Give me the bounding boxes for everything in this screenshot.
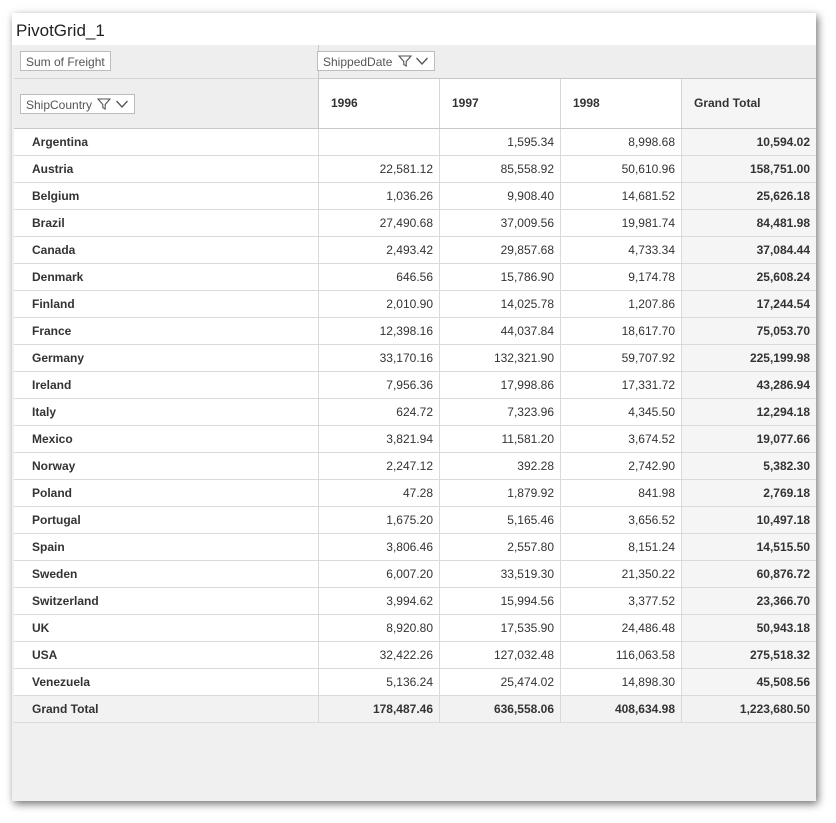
chevron-down-icon[interactable] [415, 54, 429, 68]
value-cell[interactable]: 50,610.96 [561, 156, 682, 182]
table-row [14, 210, 816, 237]
grand-total-cell[interactable]: 10,497.18 [682, 507, 816, 533]
row-header[interactable]: Sweden [14, 561, 319, 587]
table-row [14, 426, 816, 453]
row-header[interactable]: Belgium [14, 183, 319, 209]
row-header[interactable]: Finland [14, 291, 319, 317]
value-cell[interactable]: 3,377.52 [561, 588, 682, 614]
chevron-down-icon[interactable] [115, 97, 129, 111]
value-cell[interactable]: 132,321.90 [440, 345, 561, 371]
row-header[interactable]: Portugal [14, 507, 319, 533]
value-cell[interactable]: 17,331.72 [561, 372, 682, 398]
grand-total-cell[interactable]: 5,382.30 [682, 453, 816, 479]
column-field-label: ShippedDate [323, 55, 393, 69]
value-cell[interactable]: 33,519.30 [440, 561, 561, 587]
value-cell[interactable]: 14,898.30 [561, 669, 682, 695]
value-field-chip[interactable] [20, 51, 111, 71]
filter-icon[interactable] [97, 97, 111, 111]
value-cell[interactable]: 7,956.36 [319, 372, 440, 398]
value-cell[interactable]: 408,634.98 [561, 696, 682, 722]
value-cell[interactable]: 17,998.86 [440, 372, 561, 398]
pivot-grid-window [12, 13, 816, 801]
grand-total-cell[interactable]: 84,481.98 [682, 210, 816, 236]
row-header[interactable]: Denmark [14, 264, 319, 290]
value-cell[interactable] [319, 129, 440, 155]
grand-total-cell[interactable]: 158,751.00 [682, 156, 816, 182]
value-cell[interactable]: 8,920.80 [319, 615, 440, 641]
table-row [14, 534, 816, 561]
value-cell[interactable]: 14,681.52 [561, 183, 682, 209]
table-row [14, 129, 816, 156]
table-row [14, 291, 816, 318]
value-cell[interactable]: 3,656.52 [561, 507, 682, 533]
value-cell[interactable]: 85,558.92 [440, 156, 561, 182]
value-cell[interactable]: 8,151.24 [561, 534, 682, 560]
row-header[interactable]: Argentina [14, 129, 319, 155]
value-cell[interactable]: 22,581.12 [319, 156, 440, 182]
value-cell[interactable]: 4,345.50 [561, 399, 682, 425]
row-header[interactable]: Switzerland [14, 588, 319, 614]
title-bar [12, 13, 816, 45]
grand-total-row [14, 696, 816, 723]
value-cell[interactable]: 3,994.62 [319, 588, 440, 614]
grand-total-cell[interactable]: 17,244.54 [682, 291, 816, 317]
grand-total-cell[interactable]: 275,518.32 [682, 642, 816, 668]
value-cell[interactable]: 2,010.90 [319, 291, 440, 317]
empty-area [12, 725, 816, 801]
value-cell[interactable]: 3,806.46 [319, 534, 440, 560]
value-cell[interactable]: 624.72 [319, 399, 440, 425]
value-cell[interactable]: 4,733.34 [561, 237, 682, 263]
value-cell[interactable]: 9,908.40 [440, 183, 561, 209]
value-cell[interactable]: 32,422.26 [319, 642, 440, 668]
grand-total-label[interactable]: Grand Total [14, 696, 319, 722]
grand-total-cell[interactable]: 1,223,680.50 [682, 696, 816, 722]
grand-total-cell[interactable]: 14,515.50 [682, 534, 816, 560]
value-cell[interactable]: 1,879.92 [440, 480, 561, 506]
value-cell[interactable]: 2,247.12 [319, 453, 440, 479]
value-cell[interactable]: 17,535.90 [440, 615, 561, 641]
value-cell[interactable]: 12,398.16 [319, 318, 440, 344]
column-header-grand-total[interactable]: Grand Total [682, 79, 816, 128]
row-header[interactable]: Mexico [14, 426, 319, 452]
value-cell[interactable]: 6,007.20 [319, 561, 440, 587]
table-row [14, 237, 816, 264]
table-row [14, 399, 816, 426]
value-cell[interactable]: 127,032.48 [440, 642, 561, 668]
value-cell[interactable]: 24,486.48 [561, 615, 682, 641]
row-header[interactable]: Ireland [14, 372, 319, 398]
row-header[interactable]: Norway [14, 453, 319, 479]
grand-total-cell[interactable]: 25,608.24 [682, 264, 816, 290]
value-cell[interactable]: 178,487.46 [319, 696, 440, 722]
column-header-1997[interactable]: 1997 [440, 79, 561, 128]
table-row [14, 318, 816, 345]
value-cell[interactable]: 3,674.52 [561, 426, 682, 452]
value-cell[interactable]: 5,136.24 [319, 669, 440, 695]
value-cell[interactable]: 9,174.78 [561, 264, 682, 290]
value-cell[interactable]: 21,350.22 [561, 561, 682, 587]
value-cell[interactable]: 59,707.92 [561, 345, 682, 371]
value-cell[interactable]: 1,207.86 [561, 291, 682, 317]
value-cell[interactable]: 15,786.90 [440, 264, 561, 290]
row-header[interactable]: Venezuela [14, 669, 319, 695]
filter-icon[interactable] [398, 54, 412, 68]
row-header[interactable]: Brazil [14, 210, 319, 236]
grand-total-cell[interactable]: 75,053.70 [682, 318, 816, 344]
column-header-1996[interactable]: 1996 [319, 79, 440, 128]
value-cell[interactable]: 33,170.16 [319, 345, 440, 371]
value-cell[interactable]: 29,857.68 [440, 237, 561, 263]
grand-total-cell[interactable]: 19,077.66 [682, 426, 816, 452]
grand-total-cell[interactable]: 12,294.18 [682, 399, 816, 425]
value-cell[interactable]: 116,063.58 [561, 642, 682, 668]
value-cell[interactable]: 25,474.02 [440, 669, 561, 695]
table-row [14, 669, 816, 696]
value-cell[interactable]: 19,981.74 [561, 210, 682, 236]
value-cell[interactable]: 2,742.90 [561, 453, 682, 479]
value-cell[interactable]: 18,617.70 [561, 318, 682, 344]
value-cell[interactable]: 44,037.84 [440, 318, 561, 344]
grand-total-cell[interactable]: 2,769.18 [682, 480, 816, 506]
value-cell[interactable]: 392.28 [440, 453, 561, 479]
grand-total-cell[interactable]: 37,084.44 [682, 237, 816, 263]
value-cell[interactable]: 1,595.34 [440, 129, 561, 155]
row-header[interactable]: Germany [14, 345, 319, 371]
value-cell[interactable]: 47.28 [319, 480, 440, 506]
grand-total-cell[interactable]: 43,286.94 [682, 372, 816, 398]
table-row [14, 183, 816, 210]
value-cell[interactable]: 841.98 [561, 480, 682, 506]
header-divider [14, 78, 318, 79]
table-row [14, 507, 816, 534]
value-cell[interactable]: 1,675.20 [319, 507, 440, 533]
column-field-chip[interactable] [317, 51, 435, 71]
grand-total-cell[interactable]: 50,943.18 [682, 615, 816, 641]
value-cell[interactable]: 27,490.68 [319, 210, 440, 236]
row-field-chip[interactable] [20, 94, 135, 114]
table-row [14, 642, 816, 669]
value-cell[interactable]: 14,025.78 [440, 291, 561, 317]
grand-total-cell[interactable]: 25,626.18 [682, 183, 816, 209]
pivot-grid-body [14, 128, 816, 723]
table-row [14, 453, 816, 480]
value-cell[interactable]: 11,581.20 [440, 426, 561, 452]
row-header[interactable]: Austria [14, 156, 319, 182]
grand-total-cell[interactable]: 60,876.72 [682, 561, 816, 587]
grand-total-cell[interactable]: 225,199.98 [682, 345, 816, 371]
column-header-1998[interactable]: 1998 [561, 79, 682, 128]
row-header[interactable]: Poland [14, 480, 319, 506]
value-cell[interactable]: 15,994.56 [440, 588, 561, 614]
value-cell[interactable]: 5,165.46 [440, 507, 561, 533]
row-field-label: ShipCountry [26, 98, 93, 112]
table-row [14, 345, 816, 372]
grand-total-cell[interactable]: 45,508.56 [682, 669, 816, 695]
table-row [14, 615, 816, 642]
value-cell[interactable]: 37,009.56 [440, 210, 561, 236]
value-cell[interactable]: 646.56 [319, 264, 440, 290]
value-cell[interactable]: 3,821.94 [319, 426, 440, 452]
value-field-label: Sum of Freight [26, 55, 105, 69]
value-cell[interactable]: 1,036.26 [319, 183, 440, 209]
table-row [14, 588, 816, 615]
value-cell[interactable]: 2,493.42 [319, 237, 440, 263]
window-title: PivotGrid_1 [16, 21, 105, 40]
table-row [14, 264, 816, 291]
table-row [14, 561, 816, 588]
row-header[interactable]: Canada [14, 237, 319, 263]
value-cell[interactable]: 8,998.68 [561, 129, 682, 155]
table-row [14, 372, 816, 399]
row-header[interactable]: Spain [14, 534, 319, 560]
row-header[interactable]: France [14, 318, 319, 344]
value-cell[interactable]: 7,323.96 [440, 399, 561, 425]
row-header[interactable]: UK [14, 615, 319, 641]
row-header[interactable]: USA [14, 642, 319, 668]
value-cell[interactable]: 2,557.80 [440, 534, 561, 560]
value-cell[interactable]: 636,558.06 [440, 696, 561, 722]
table-row [14, 480, 816, 507]
row-header[interactable]: Italy [14, 399, 319, 425]
table-row [14, 156, 816, 183]
grand-total-cell[interactable]: 10,594.02 [682, 129, 816, 155]
grand-total-cell[interactable]: 23,366.70 [682, 588, 816, 614]
